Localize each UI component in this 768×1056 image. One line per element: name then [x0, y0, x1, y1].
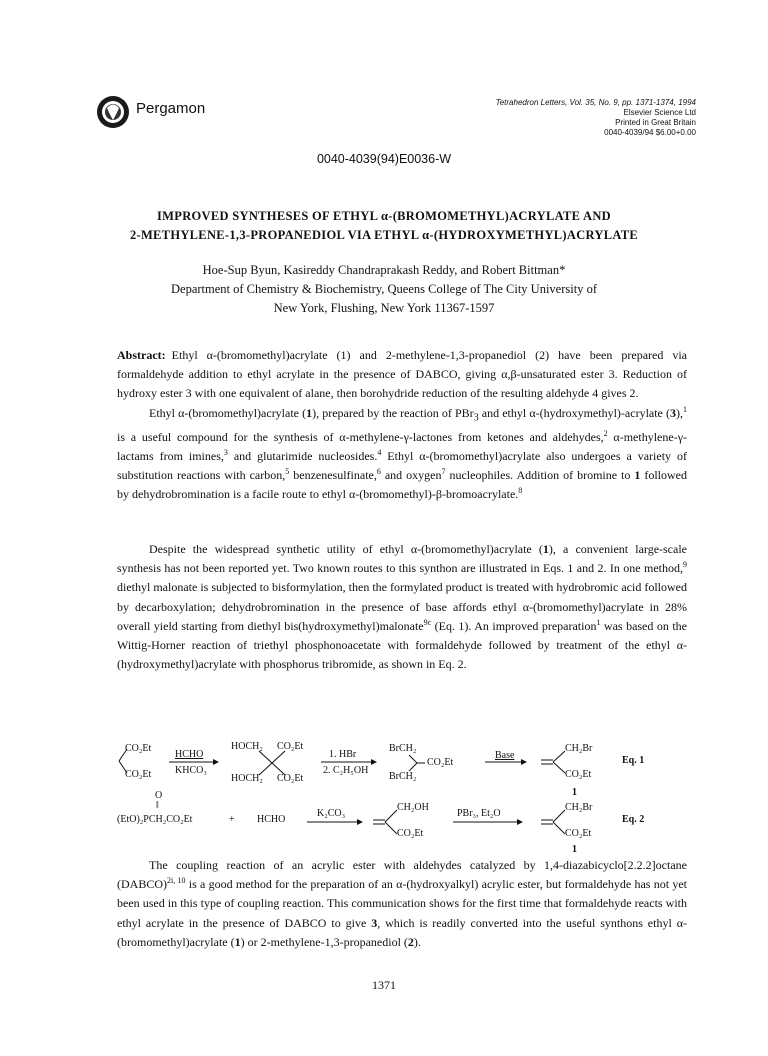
citation: 2i, 10 — [167, 876, 186, 886]
paragraph-intro: Ethyl α-(bromomethyl)acrylate (1), prepared by the reaction of PBr$_3$ and ethyl α-(hydroxymethyl)-acrylate (3),$^1$ is a useful compound for the synthesis of α-methylene-γ-lactones from ketones and aldehydes,$^2$ α-methylene-γ-lactams from imines,$^3$ and glutarimide nucleosides.$^4$ Ethyl α-(bromomethyl)acrylate also undergoes a variety of substitution reactions with carbon,$^5$ benzenesulfinate,$^6$ and oxygen$^7$ nucleophiles. Addition of bromine to 1 followed by dehydrobromination is a facile route to ethyl α-(bromomethyl)-β-bromoacrylate.$^8$ — [117, 405, 688, 502]
abstract-label: Abstract: — [117, 348, 166, 362]
eq1-int-tl: HOCH₂ — [231, 741, 263, 752]
title-line-2: 2-METHYLENE-1,3-PROPANEDIOL VIA ETHYL α-(HYDROXYMETHYL)ACRYLATE — [129, 228, 639, 242]
eq1-step-top: 1. HBr — [329, 749, 357, 760]
eq1-br-bottom: BrCH₂ — [389, 771, 417, 782]
eq1-int-bl: HOCH₂ — [231, 773, 263, 784]
compound-ref: 1 — [306, 406, 313, 420]
eq2-int-bottom: CO₂Et — [397, 828, 424, 839]
eq2-int-top: CH₂OH — [397, 802, 429, 813]
page-number: 1371 — [372, 978, 396, 992]
eq2-label: Eq. 2 — [622, 814, 645, 825]
eq1-label: Eq. 1 — [622, 755, 645, 766]
citation: 7 — [441, 467, 446, 476]
citation: 9c — [423, 617, 432, 627]
eq2-hcho: HCHO — [257, 814, 286, 825]
paper-title — [60, 207, 708, 245]
eq1-prod-top: CH₂Br — [565, 743, 593, 754]
eq2-structures — [117, 790, 687, 848]
eq1-base: Base — [495, 750, 515, 761]
eq2-pbr: PBr₃, Et₂O — [457, 808, 501, 819]
compound-ref: 1 — [542, 542, 549, 556]
abstract — [117, 346, 687, 403]
authors-block — [60, 261, 708, 318]
citation: 5 — [285, 467, 290, 476]
eq1-prod-num: 1 — [572, 787, 577, 798]
author-names: Hoe-Sup Byun, Kasireddy Chandraprakash Reddy, and Robert Bittman* — [202, 263, 566, 277]
eq1-prod-bottom: CO₂Et — [565, 769, 592, 780]
eq1-int-tr: CO₂Et — [277, 741, 304, 752]
citation: 6 — [376, 467, 381, 476]
eq1-sm-bottom: CO₂Et — [125, 769, 152, 780]
eq2-k2co3: K₂CO₃ — [317, 808, 346, 819]
journal-line: Tetrahedron Letters, Vol. 35, No. 9, pp. 1371-1374, 1994 — [495, 98, 696, 107]
citation: 1 — [683, 405, 687, 414]
affiliation-line-2: New York, Flushing, New York 11367-1597 — [273, 301, 495, 315]
eq1-step-bottom: 2. C₂H₅OH — [323, 765, 369, 776]
price-line: 0040-4039/94 $6.00+0.00 — [604, 128, 696, 137]
equation-2 — [117, 790, 687, 855]
paragraph-routes: Despite the widespread synthetic utility of ethyl α-(bromomethyl)acrylate (1), a convenient large-scale synthesis has not been reported yet. Two known routes to this synthon are illustrated in Eqs. 1 and 2. In one method,$^9$ diethyl malonate is subjected to bisformylation, then the formylated product is treated with hydrobromic acid followed by decarboxylation; dehydrobromination in the presence of base affords ethyl α-(bromomethyl)acrylate in 28% overall yield starting from diethyl bis(hydroxymethyl)malonate$^{9c}$ (Eq. 1). An improved preparation$^1$ was based on the Wittig-Horner reaction of triethyl phosphonoacetate with formaldehyde followed by treatment of the ethyl α-(hydroxymethyl)acrylate with phosphorus tribromide, as shown in Eq. 2. — [117, 542, 687, 672]
affiliation-line-1: Department of Chemistry & Biochemistry, Queens College of The City University of — [171, 282, 597, 296]
compound-ref: 3 — [670, 406, 676, 420]
eq1-int-br: CO₂Et — [277, 773, 304, 784]
pergamon-logo-icon — [96, 95, 130, 129]
publisher-name: Pergamon — [136, 100, 206, 117]
citation: 9 — [683, 560, 687, 570]
eq2-prod-top: CH₂Br — [565, 802, 593, 813]
eq2-reagent: (EtO)₂PCH₂CO₂Et — [117, 814, 193, 825]
eq2-prod-bottom: CO₂Et — [565, 828, 592, 839]
citation: 8 — [518, 486, 523, 496]
printed-line: Printed in Great Britain — [615, 118, 696, 127]
title-line-1: IMPROVED SYNTHESES OF ETHYL α-(BROMOMETHYL)ACRYLATE AND — [157, 209, 611, 223]
citation: 3 — [223, 447, 228, 457]
paragraph-coupling: The coupling reaction of an acrylic ester with aldehydes catalyzed by 1,4-diazabicyclo[2.2.2]octane (DABCO)$^{2i, 10}$ is a good method for the preparation of an α-(hydroxyalkyl) acrylic ester, but formaldehyde has not yet been used in this type of coupling reaction. This communication shows for the first time that formaldehyde reacts with ethyl acrylate in the presence of DABCO to give 3, which is readily converted into the useful synthons ethyl α-(bromomethyl)acrylate (1) or 2-methylene-1,3-propanediol (2). — [117, 858, 687, 949]
compound-ref: 2 — [407, 934, 414, 949]
abstract-text: Ethyl α-(bromomethyl)acrylate (1) and 2-methylene-1,3-propanediol (2) have been prepared via formaldehyde addition to ethyl acrylate in the presence of DABCO, giving α,β-unsaturated ester 3. Reduction of hydroxy ester 3 with one equivalent of alane, then borohydride reduction of the resulting aldehyde 4 gives 2. — [117, 348, 687, 400]
eq1-reagent-top: HCHO — [175, 749, 204, 760]
eq2-double-bond: ‖ — [156, 800, 159, 811]
compound-ref: 3 — [371, 915, 378, 930]
compound-ref: 1 — [634, 468, 641, 482]
citation: 1 — [596, 617, 601, 627]
eq2-prod-num: 1 — [572, 844, 577, 855]
eq1-br-top: BrCH₂ — [389, 743, 417, 754]
citation: 2 — [603, 428, 608, 438]
elsevier-line: Elsevier Science Ltd — [623, 108, 696, 117]
doi-code: 0040-4039(94)E0036-W — [316, 152, 452, 166]
eq1-sm-top: CO₂Et — [125, 743, 152, 754]
eq2-plus: + — [229, 814, 235, 825]
eq1-reagent-bottom: KHCO₃ — [175, 765, 207, 776]
eq1-br-mid: CO₂Et — [427, 757, 454, 768]
compound-ref: 1 — [234, 934, 241, 949]
eq2-oxygen: O — [155, 790, 163, 801]
citation: 4 — [377, 447, 382, 457]
journal-info — [496, 98, 696, 138]
